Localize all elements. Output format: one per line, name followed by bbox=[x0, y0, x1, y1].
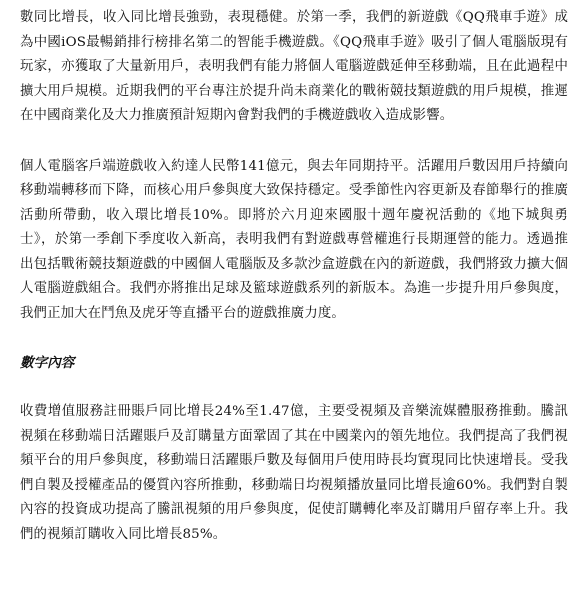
section-heading-digital-content: 數字內容 bbox=[20, 355, 75, 371]
paragraph-pc-client-games: 個人電腦客戶端遊戲收入約達人民幣141億元，與去年同期持平。活躍用戶數因用戶持續向移動端轉移而下降，而核心用戶參與度大致保持穩定。受季節性內容更新及春節舉行的推廣活動所帶動，收入環比增長10%。即將於六月迎來國服十週年慶祝活動的《地下城與勇士》，於第一季創下季度收入新高，表明我們有對遊戲專營權進行長期運營的能力。透過推出包括戰術競技類遊戲的中國個人電腦版及多款沙盒遊戲在內的新遊戲，我們將致力擴大個人電腦遊戲組合。我們亦將推出足球及籃球遊戲系列的新版本。為進一步提升用戶參與度，我們正加大在鬥魚及虎牙等直播平台的遊戲推廣力度。 bbox=[20, 158, 568, 321]
paragraph-mobile-games: 數同比增長，收入同比增長強勁，表現穩健。於第一季，我們的新遊戲《QQ飛車手遊》成為中國iOS最暢銷排行榜排名第二的智能手機遊戲。《QQ飛車手遊》吸引了個人電腦版現有玩家，亦獲取了大量新用戶，表明我們有能力將個人電腦遊戲延伸至移動端，且在此過程中擴大用戶規模。近期我們的平台專注於提升尚未商業化的戰術競技類遊戲的用戶規模，推遲在中國商業化及大力推廣預計短期內會對我們的手機遊戲收入造成影響。 bbox=[20, 10, 568, 123]
document-page bbox=[20, 6, 568, 547]
paragraph-digital-content: 收費增值服務註冊賬戶同比增長24%至1.47億，主要受視頻及音樂流媒體服務推動。騰訊視頻在移動端日活躍賬戶及訂購量方面鞏固了其在中國業內的領先地位。我們提高了我們視頻平台的用戶參與度，移動端日活躍賬戶數及每個用戶使用時長均實現同比快速增長。受我們自製及授權產品的優質內容所推動，移動端日均視頻播放量同比增長逾60%。我們對自製內容的投資成功提高了騰訊視頻的用戶參與度，促使訂購轉化率及訂購用戶留存率上升。我們的視頻訂購收入同比增長85%。 bbox=[20, 404, 568, 542]
